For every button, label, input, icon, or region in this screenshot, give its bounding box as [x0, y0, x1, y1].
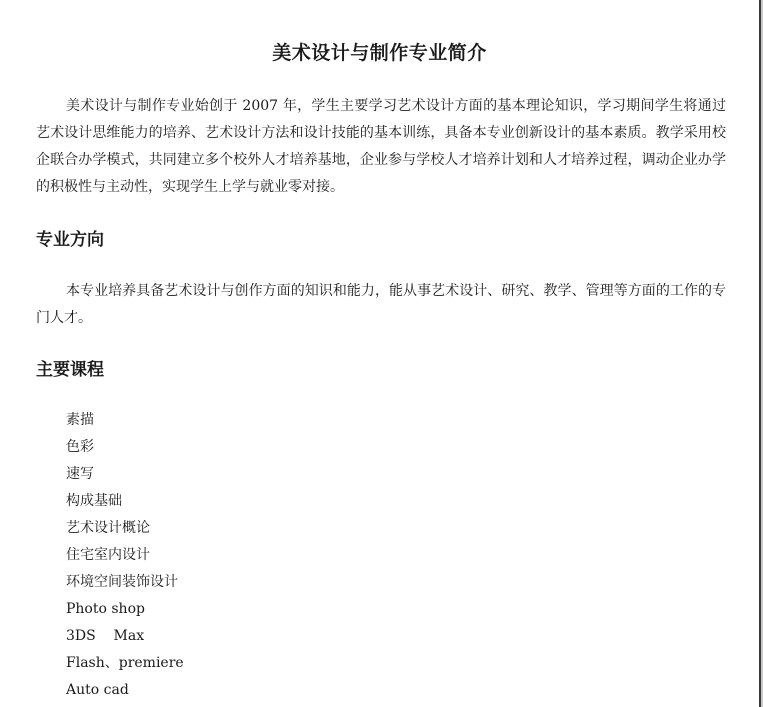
document-title: 美术设计与制作专业简介 [272, 42, 487, 64]
course-item: 素描 [66, 412, 94, 428]
intro-paragraph: 美术设计与制作专业始创于 2007 年，学生主要学习艺术设计方面的基本理论知识，学习期间学生将通过艺术设计思维能力的培养、艺术设计方法和设计技能的基本训练，具备本专业创新设计的基本素质。教学采用校企联合办学模式，共同建立多个校外人才培养基地，企业参与学校人才培养计划和人才培养过程，调动企业办学的积极性与主动性，实现学生上学与就业零对接。 [36, 98, 726, 195]
course-item: 艺术设计概论 [66, 520, 150, 536]
section-heading-direction: 专业方向 [36, 230, 104, 250]
section-heading-courses: 主要课程 [36, 360, 104, 380]
course-item: 环境空间装饰设计 [66, 574, 178, 590]
course-item: 3DS Max [66, 628, 145, 644]
course-item: 速写 [66, 466, 94, 482]
direction-paragraph: 本专业培养具备艺术设计与创作方面的知识和能力，能从事艺术设计、研究、教学、管理等方面的工作的专门人才。 [36, 283, 726, 326]
course-item: 构成基础 [66, 493, 122, 509]
course-item: Flash、premiere [66, 655, 184, 671]
course-item: 色彩 [66, 439, 94, 455]
course-item: Photo shop [66, 601, 145, 617]
course-item: 住宅室内设计 [66, 547, 150, 563]
course-item: Auto cad [66, 682, 129, 698]
course-list [66, 407, 184, 704]
